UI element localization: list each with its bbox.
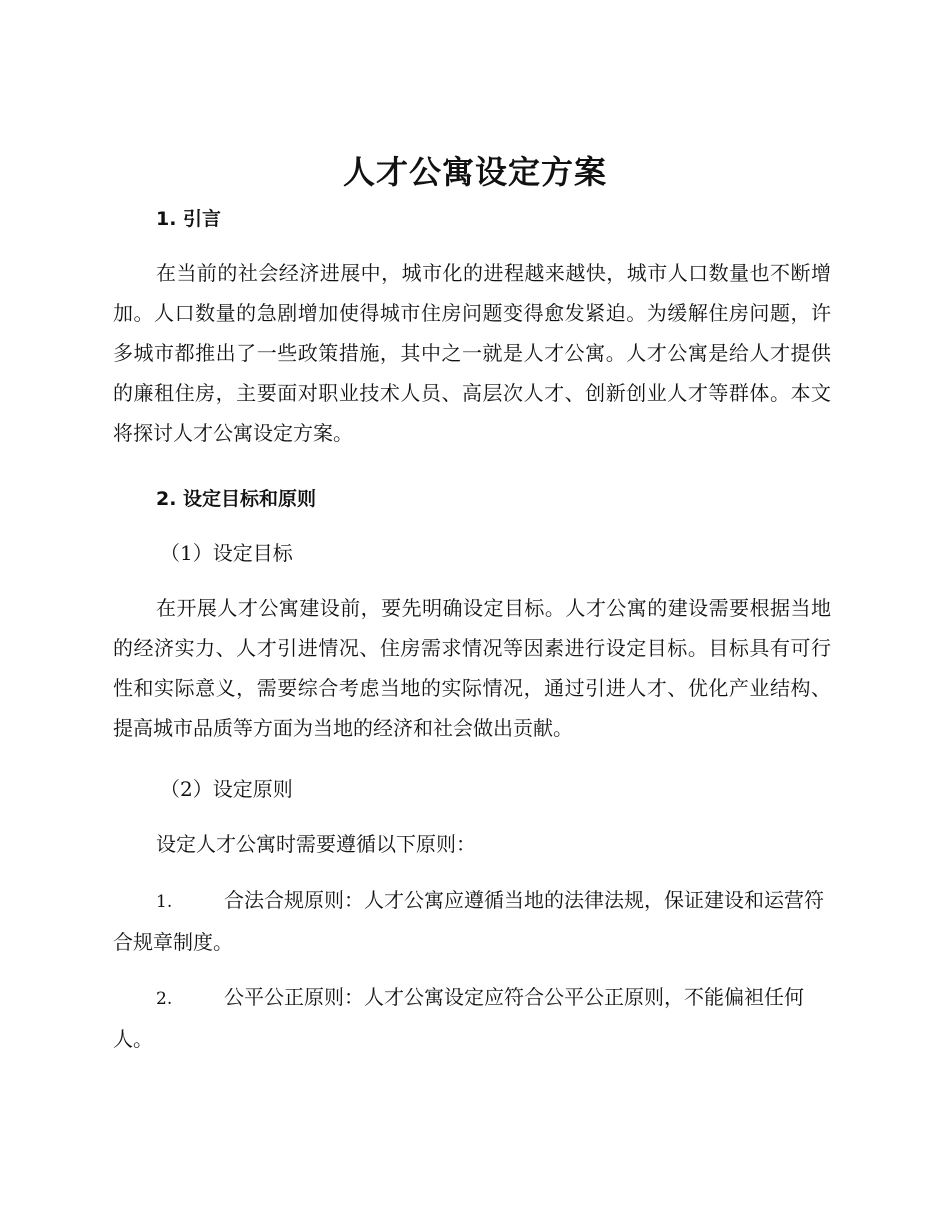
section-heading-introduction: 1. 引言 — [156, 208, 222, 230]
principle-item-1 — [113, 880, 831, 962]
principle-item-number: 1. — [156, 892, 173, 912]
document-title: 人才公寓设定方案 — [342, 153, 607, 191]
section-heading-goals-principles: 2. 设定目标和原则 — [156, 488, 317, 510]
goals-paragraph: 在开展人才公寓建设前，要先明确设定目标。人才公寓的建设需要根据当地的经济实力、人才引进情况、住房需求情况等因素进行设定目标。目标具有可行性和实际意义，需要综合考虑当地的实际情况，通过引进人才、优化产业结构、提高城市品质等方面为当地的经济和社会做出贡献。 — [113, 596, 831, 740]
introduction-paragraph: 在当前的社会经济进展中，城市化的进程越来越快，城市人口数量也不断增加。人口数量的急剧增加使得城市住房问题变得愈发紧迫。为缓解住房问题，许多城市都推出了一些政策措施，其中之一就是人才公寓。人才公寓是给人才提供的廉租住房，主要面对职业技术人员、高层次人才、创新创业人才等群体。本文将探讨人才公寓设定方案。 — [113, 261, 831, 445]
principle-item-2 — [113, 977, 831, 1059]
principle-item-text: 合法合规原则：人才公寓应遵循当地的法律法规，保证建设和运营符合规章制度。 — [113, 888, 824, 954]
subsection-heading-goals: （1）设定目标 — [160, 541, 293, 565]
principle-item-text: 公平公正原则：人才公寓设定应符合公平公正原则，不能偏袒任何人。 — [113, 985, 804, 1051]
principles-intro: 设定人才公寓时需要遵循以下原则： — [156, 832, 476, 856]
principle-item-number: 2. — [156, 989, 173, 1009]
subsection-heading-principles: （2）设定原则 — [160, 777, 293, 801]
